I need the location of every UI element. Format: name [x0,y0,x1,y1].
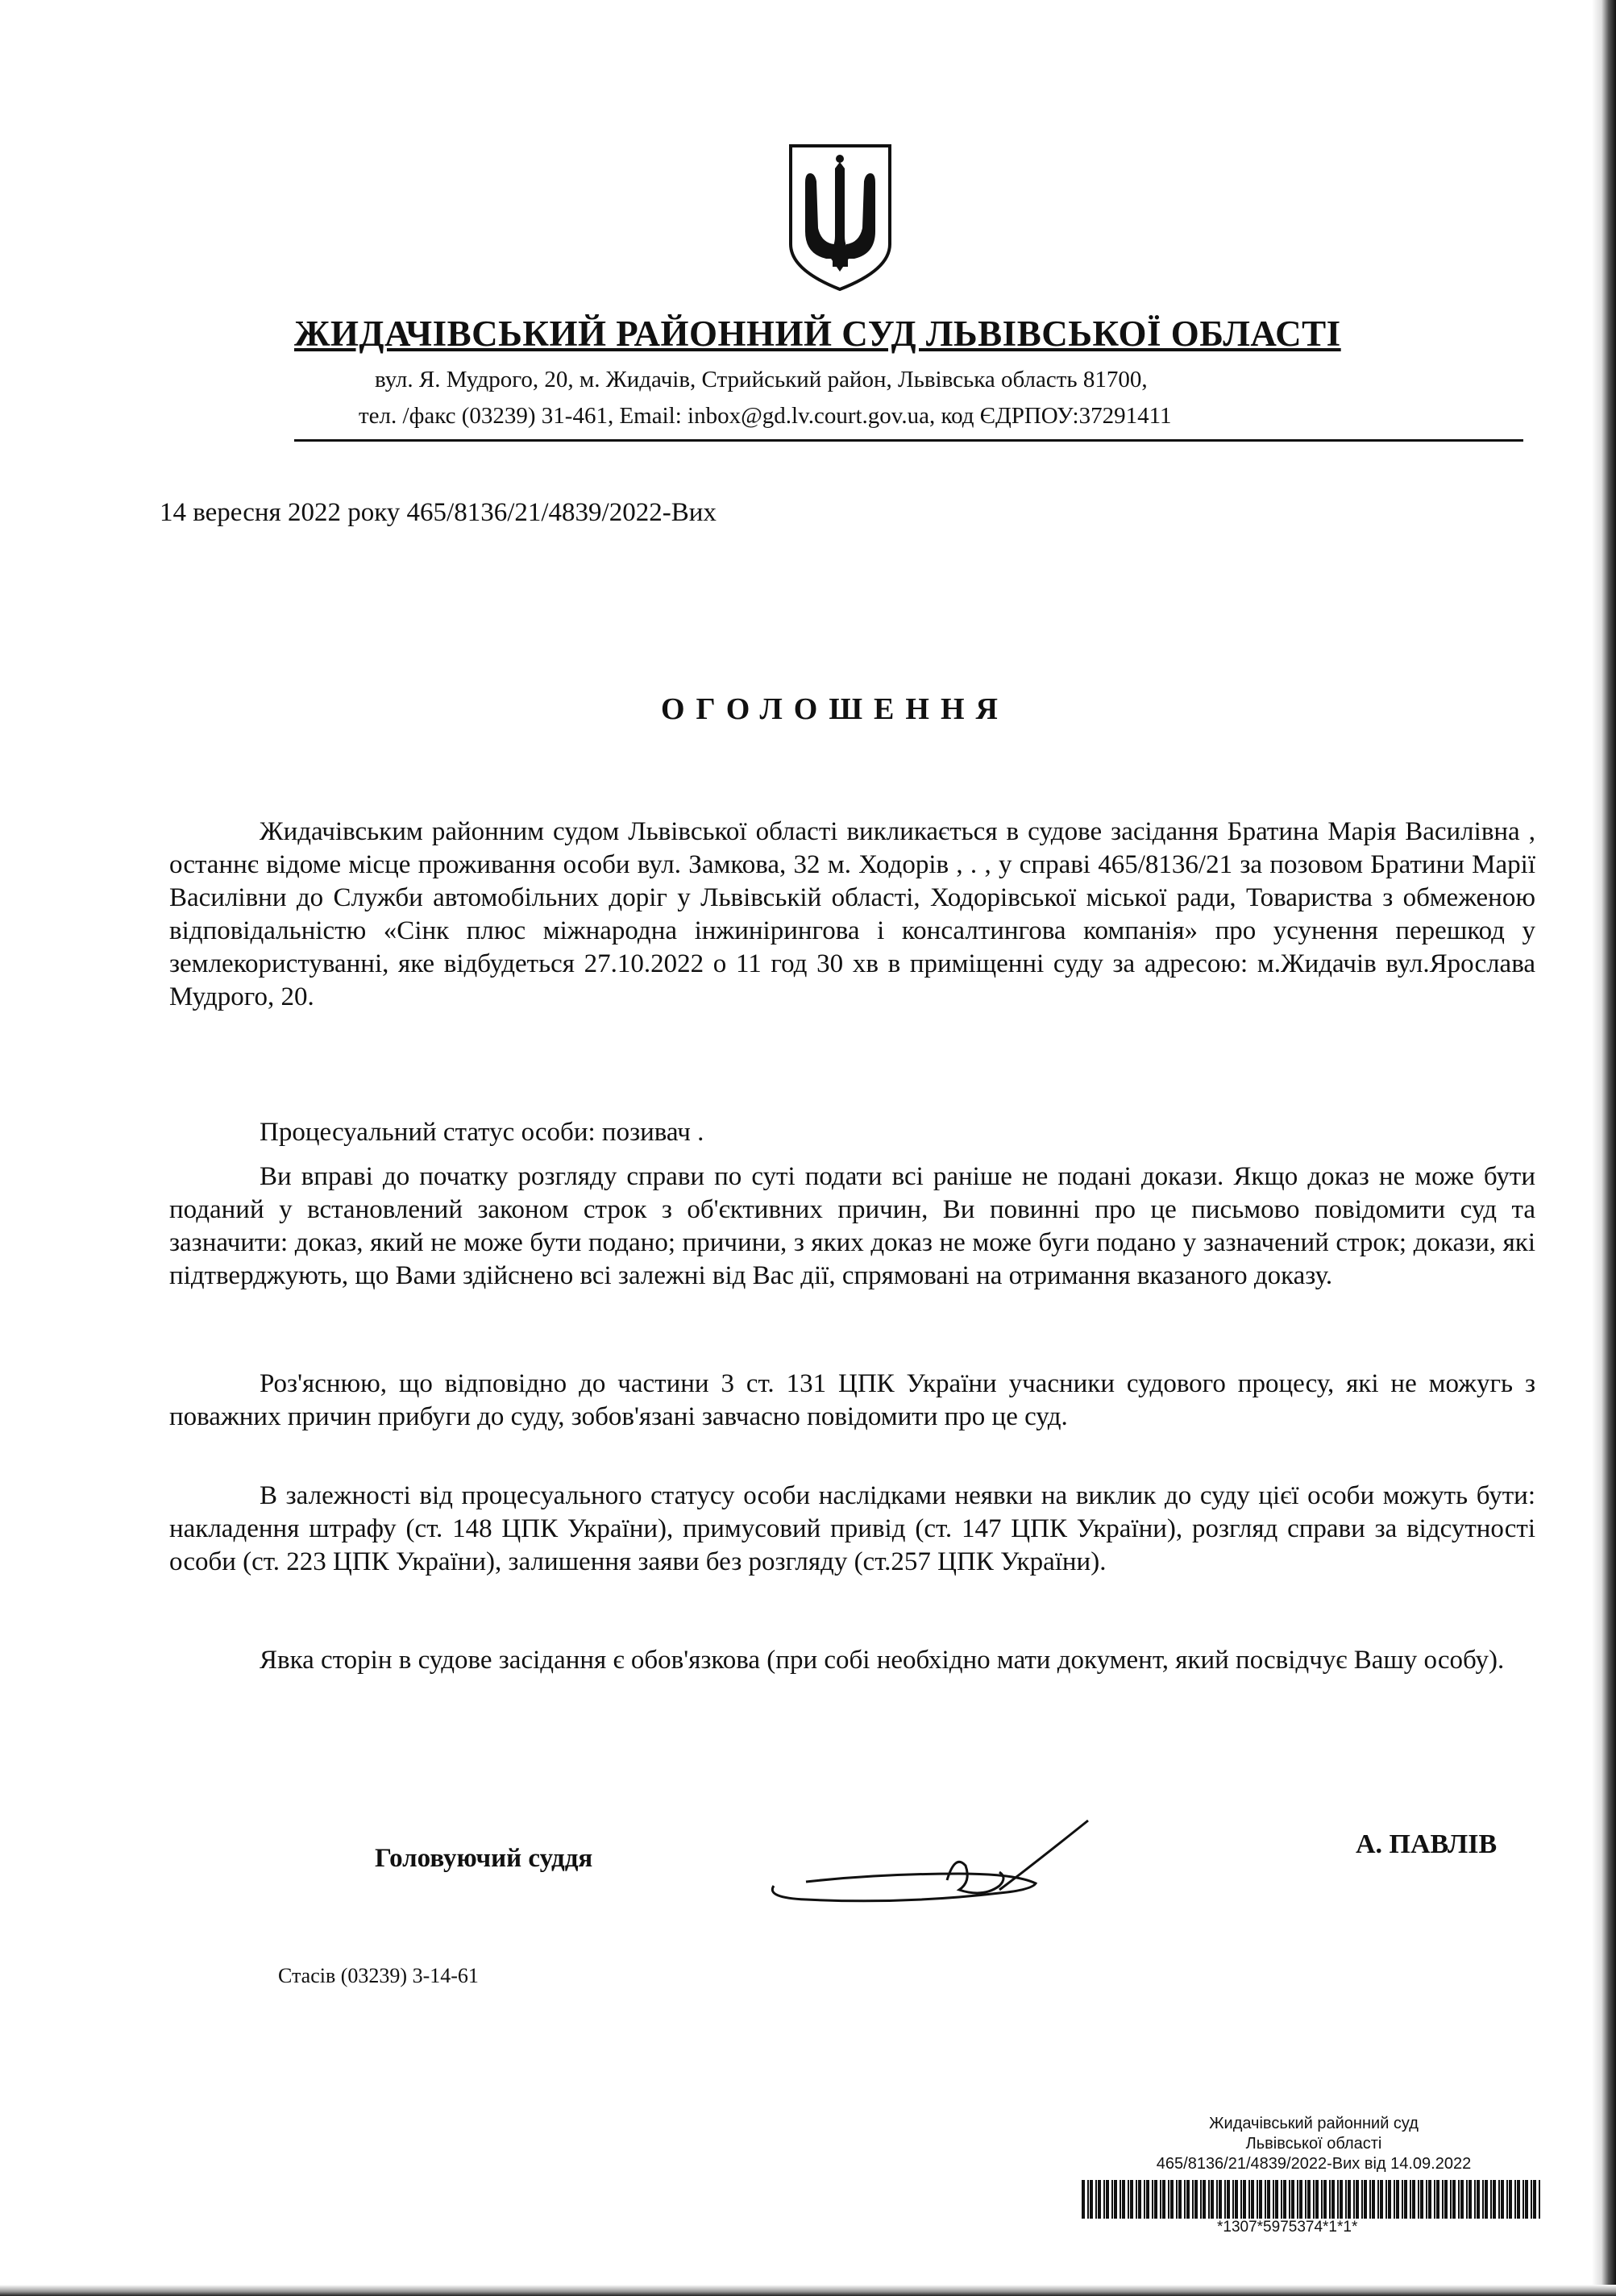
stamp-line-number: 465/8136/21/4839/2022-Вих від 14.09.2022 [1156,2155,1472,2173]
document-title: ОГОЛОШЕННЯ [661,692,1009,726]
paragraph-status: Процесуальний статус особи: позивач . [260,1118,704,1147]
executor-contact: Стасів (03239) 3-14-61 [278,1964,479,1987]
court-contacts: тел. /факс (03239) 31-461, Email: inbox@gd.lv.court.gov.ua, код ЄДРПОУ:37291411 [359,403,1172,429]
judge-name: А. ПАВЛІВ [1356,1829,1498,1859]
paragraph-explanation: Роз'яснюю, що відповідно до частини 3 ст. 131 ЦПК України учасники судового процесу, які не можугь з поважних причин прибуги до суду, зобов'язані завчасно повідомити про це суд. [169,1369,1535,1431]
paragraph-consequences: В залежності від процесуального статусу особи наслідками неявки на виклик до суду цієї особи можуть бути: накладення штрафу (ст. 148 ЦПК України), примусовий привід (ст. 147 ЦПК України), розгляд справи за відсутності особи (ст. 223 ЦПК України), залишення заяви без розгляду (ст.257 ЦПК України). [169,1481,1535,1576]
court-address: вул. Я. Мудрого, 20, м. Жидачів, Стрийський район, Львівська область 81700, [375,367,1148,392]
scan-edge-right [1592,0,1616,2296]
date-reference: 14 вересня 2022 року 465/8136/21/4839/2022-Вих [160,498,717,527]
court-name: ЖИДАЧІВСЬКИЙ РАЙОННИЙ СУД ЛЬВІВСЬКОЇ ОБЛАСТІ [294,313,1341,354]
paragraph-summons: Жидачівським районним судом Львівської області викликається в судове засідання Братина Марія Василівна , останнє відоме місце проживання особи вул. Замкова, 32 м. Ходорів , . , у справі 465/8136/21 за позовом Братини Марії Василівни до Служби автомобільних доріг у Львівській області, Ходорівської міської ради, Товариства з обмеженою відповідальністю «Сінк плюс міжнародна інжинірингова і консалтингова компанія» про усунення перешкод у землекористуванні, яке відбудеться 27.10.2022 о 11 год 30 хв в приміщенні суду за адресою: м.Жидачів вул.Ярослава Мудрого, 20. [169,817,1535,1011]
paragraph-attendance: Явка сторін в судове засідання є обов'язкова (при собі необхідно мати документ, який посвідчує Вашу особу). [260,1646,1505,1675]
scan-edge-bottom [0,2285,1616,2296]
barcode-number: *1307*5975374*1*1* [1217,2219,1358,2236]
coat-of-arms-icon [786,141,895,294]
stamp-line-court: Жидачівський районний суд [1209,2115,1419,2132]
judge-role: Головуючий суддя [375,1844,593,1873]
registration-stamp [1080,2114,1547,2174]
paragraph-evidence: Ви вправі до початку розгляду справи по суті подати всі раніше не подані докази. Якщо доказ не може бути поданий у встановлений законом строк з об'єктивних причин, Ви повинні про це письмово повідомити суд та зазначити: доказ, який не може бути подано; причини, з яких доказ не може буги подано у зазначений строк; докази, які підтверджують, що Вами здійснено всі залежні від Вас дії, спрямовані на отримання вказаного доказу. [169,1162,1535,1290]
header-divider [294,439,1523,442]
stamp-line-region: Львівської області [1245,2135,1382,2153]
signature-icon [758,1809,1096,1918]
barcode-icon [1082,2180,1543,2219]
